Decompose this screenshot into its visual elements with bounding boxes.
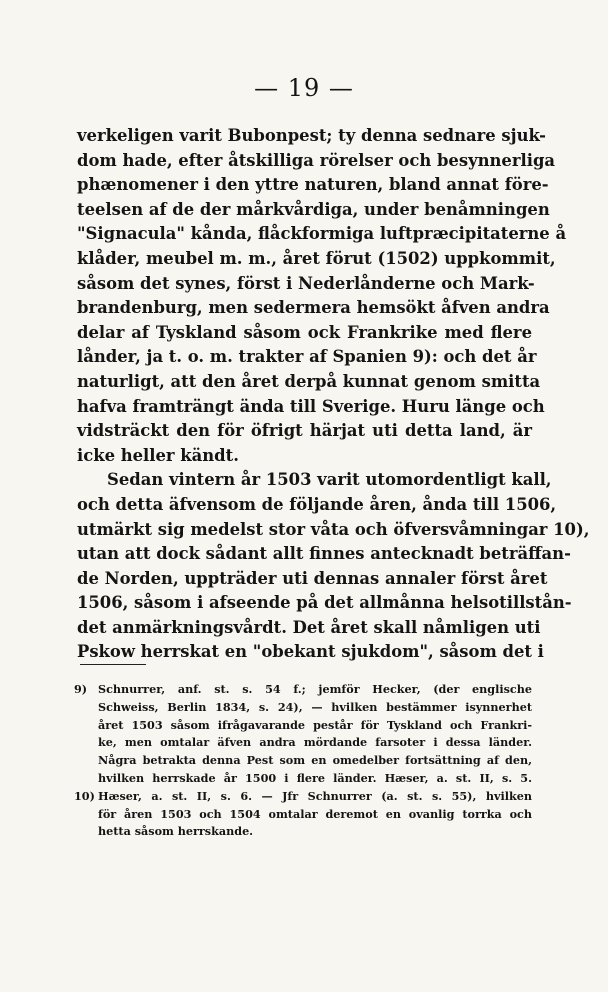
footnote-line: hvilken herrskade år 1500 i flere länder. Hæser, a. st. II, s. 5. — [98, 770, 532, 785]
text-line: "Signacula" kånda, flåckformiga luftpræcipitaterne å — [77, 224, 567, 244]
footnote-line: hetta såsom herrskande. — [98, 824, 254, 839]
text-line: dom hade, efter åtskilliga rörelser och besynnerliga — [77, 150, 556, 170]
text-line: det anmärkningsvårdt. Det året skall nåmligen uti — [77, 617, 541, 637]
text-line: naturligt, att den året derpå kunnat genom smitta — [77, 371, 541, 391]
text-line: lånder, ja t. o. m. trakter af Spanien 9): och det år — [77, 347, 537, 367]
text-line: utan att dock sådant allt finnes antecknadt beträffan- — [77, 544, 571, 564]
footnote-number: 10) — [74, 788, 95, 803]
footnote-line: för åren 1503 och 1504 omtalar deremot en ovanlig torrka och — [98, 806, 532, 821]
footnotes — [74, 681, 532, 841]
footnote-text: Hæser, a. st. II, s. 6. — Jfr Schnurrer (a. st. s. 55), hvilken — [98, 788, 532, 803]
footnote-number: 9) — [74, 682, 88, 696]
text-line: brandenburg, men sedermera hemsökt åfven andra — [77, 298, 550, 318]
text-line: Sedan vintern år 1503 varit utomordentligt kall, — [107, 470, 552, 490]
text-line: verkeligen varit Bubonpest; ty denna sednare sjuk- — [77, 126, 546, 145]
footnote-line — [74, 681, 532, 699]
footnote-line: ke, men omtalar äfven andra mördande farsoter i dessa länder. — [98, 735, 532, 750]
text-line: phænomener i den yttre naturen, bland annat före- — [77, 175, 549, 195]
footnote-line: Schweiss, Berlin 1834, s. 24), — hvilken bestämmer isynnerhet — [98, 699, 532, 714]
text-line: de Norden, uppträder uti dennas annaler först året — [77, 568, 548, 588]
body-text — [77, 124, 590, 665]
footnote-divider — [80, 664, 146, 665]
text-line: Pskow herrskat en "obekant sjukdom", såsom det i — [77, 642, 544, 662]
text-line: och detta äfvensom de följande åren, ånda till 1506, — [77, 494, 557, 514]
text-line: teelsen af de der mårkvårdiga, under benåmningen — [77, 199, 550, 219]
text-line: icke heller kändt. — [77, 445, 239, 465]
text-line: hafva framträngt ända till Sverige. Huru länge och — [77, 396, 545, 416]
footnote-line: Några betrakta denna Pest som en omedelber fortsättning af den, — [98, 753, 532, 768]
text-line: klåder, meubel m. m., året förut (1502) uppkommit, — [77, 248, 556, 268]
page-number: — 19 — — [254, 74, 354, 102]
text-line: utmärkt sig medelst stor våta och öfversvåmningar 10), — [77, 519, 590, 539]
text-line: 1506, såsom i afseende på det allmånna helsotillstån- — [77, 593, 572, 613]
text-line: vidsträckt den för öfrigt härjat uti detta land, är — [77, 421, 532, 441]
footnote-line — [74, 788, 532, 806]
footnote-line: året 1503 såsom ifrågavarande pestår för Tyskland och Frankri- — [98, 717, 532, 732]
text-line: såsom det synes, först i Nederlånderne och Mark- — [77, 273, 535, 293]
text-line: delar af Tyskland såsom ock Frankrike med flere — [77, 322, 532, 342]
footnote-text: Schnurrer, anf. st. s. 54 f.; jemför Hecker, (der englische — [98, 682, 532, 696]
